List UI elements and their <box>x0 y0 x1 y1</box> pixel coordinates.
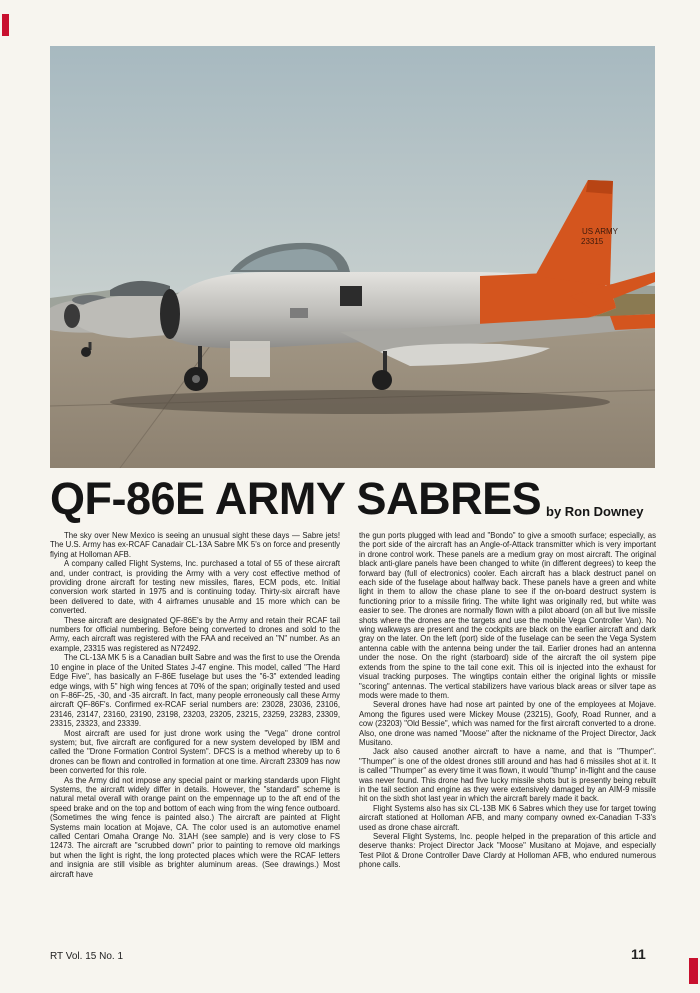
paragraph: the gun ports plugged with lead and "Bondo" to give a smooth surface; especially, as the port side of the aircraft has an Angle-of-Attack transmitter which is very important in drone control work. These panels are a medium gray on most aircraft. The original black anti-glare panels have been changed to white (in different degrees) to keep the forward bay (full of electronics) cooler. Each aircraft has a black destruct panel on each side of the fuselage about halfway back. These panels have a green and white light in them to allow the chase plane to see if the on-board destruct system is functioning prior to a missile firing. The white light was originally red, but white was easier to see. The drones are normally flown with a pilot aboard (on all but live missile shots where the drones are the targets and use the mobile Vega Controller Van). No wing walkways are present and the cockpits are black on the earlier aircraft and dark gray on the later. On the left (port) side of the fuselage can be seen the Vega System antenna cable with the antenna being under the tail. Earlier drones had an antenna under the nose. On the right (starboard) side of the aircraft the oil system pipe extends from the spine to the tail cone exit. This oil is injected into the exhaust for visual tracking purposes. The wingtips contain either the original lights or missile "scoring" antennas. The vertical stabilizers have various black areas or silver tape as mods were made to them. <box>359 531 656 700</box>
tail-marking-line1: US ARMY <box>582 227 619 236</box>
paragraph: These aircraft are designated QF-86E's by the Army and retain their RCAF tail numbers for official numbering. Before being converted to drones and sold to the Army, each aircraft was registered with the FAA and received an "N" number. As an example, 23315 was registered as N72492. <box>50 615 340 653</box>
paragraph: Several drones have had nose art painted by one of the employees at Mojave. Among the figures used were Mickey Mouse (23215), Goofy, Road Runner, and a cow (23203) "Old Bessie", which was named for the first aircraft converted to a drone. Also, one drone was named "Moose" after the nickname of the Project Director, Jack Musitano. <box>359 700 656 747</box>
intake <box>160 289 180 339</box>
paragraph: Flight Systems also has six CL-13B MK 6 Sabres which they use for target towing aircraft stationed at Holloman AFB, and many company owned ex-Canadian T-33's used as drone chase aircraft. <box>359 803 656 832</box>
paragraph: Jack also caused another aircraft to have a name, and that is "Thumper". "Thumper" is one of the oldest drones still around and has had 6 missiles shot at it. It is called "Thumper" as every time it was flown, it would "thump" in-flight and the cause was never found. This drone had five lucky missile shots but is presently being rebuilt in the tail section and engine as they were extensively damaged by an AIM-9 missile hit on the sixth shot last year in which the aircraft barely made it back. <box>359 747 656 804</box>
photo-illustration <box>50 46 655 468</box>
page-number: 11 <box>631 946 646 962</box>
article-byline: by Ron Downey <box>546 504 644 519</box>
paragraph: Most aircraft are used for just drone work using the "Vega" drone control system; but, five aircraft are configured for a new system developed by IBM and called the "Drone Formation Control System". DFCS is a method whereby up to 6 drones can be flown and controlled in formation at one time. Aircraft 23309 has now been converted for this role. <box>50 728 340 776</box>
tail-marking-line2: 23315 <box>581 237 604 246</box>
paragraph: A company called Flight Systems, Inc. purchased a total of 55 of these aircraft and, under contract, is providing the Army with a very cost effective method of providing drone aircraft for testing new missiles, flares, ECM pods, etc. Initial conversion work started in 1975 and is continuing today. Thirty-six aircraft have been delivered to date, with 4 airframes unusable and 15 more which can be converted. <box>50 559 340 616</box>
paragraph: The CL-13A MK 5 is a Canadian built Sabre and was the first to use the Orenda 10 engine in place of the United States J-47 engine. This model, called "The Hard Edge Five", has basically an F-86E fuselage but uses the "6-3" extended leading edge wings, with 5" high wing fences at 70% of the span; originally tested and used on F-86F-25, -30, and -35 aircraft. In fact, many people erroneously call these Army aircraft QF-86F's. Confirmed ex-RCAF serial numbers are: 23028, 23036, 23106, 23146, 23147, 23160, 23190, 23198, 23203, 23205, 23215, 23259, 23283, 23309, 23315, 23323, and 23339. <box>50 653 340 729</box>
registration-mark-bottom-right <box>689 958 698 984</box>
sabre-flightline-photo <box>50 46 655 468</box>
article-left-column <box>50 531 340 943</box>
destruct-panel <box>340 286 362 306</box>
paragraph: As the Army did not impose any special paint or marking standards upon Flight Systems, the aircraft widely differ in details. However, the "standard" scheme is natural metal overall with orange paint on the empennage up to the aft end of the speed brake and on the top and bottom of each wing from the wing fence outboard. (Sometimes the wing fence is painted also.) The aircraft are painted at Flight Systems main location at Mojave, CA. The color used is an automotive enamel called Centari Omaha Orange No. 31AH (see sample) and is very close to FS 12473. The aircraft are "scrubbed down" prior to painting to remove old markings but when the light is right, the long protected places which were the RCAF letters and insignia are still visible as brighter aluminum areas. (See drawings.) Most aircraft have <box>50 775 340 879</box>
registration-mark-top-left <box>2 14 9 36</box>
publication-info: RT Vol. 15 No. 1 <box>50 951 124 962</box>
article-right-column <box>359 531 656 943</box>
article-title: QF-86E ARMY SABRES <box>50 473 542 524</box>
paragraph: The sky over New Mexico is seeing an unusual sight these days — Sabre jets! The U.S. Army has ex-RCAF Canadair CL-13A Sabre MK 5's on force and presently flying at Holloman AFB. <box>50 531 340 559</box>
paragraph: Several Flight Systems, Inc. people helped in the preparation of this article and deserve thanks: Project Director Jack "Moose" Musitano at Mojave, and especially Test Pilot & Drone Controller Dave Clardy at Holloman AFB, who endured numerous phone calls. <box>359 832 656 870</box>
